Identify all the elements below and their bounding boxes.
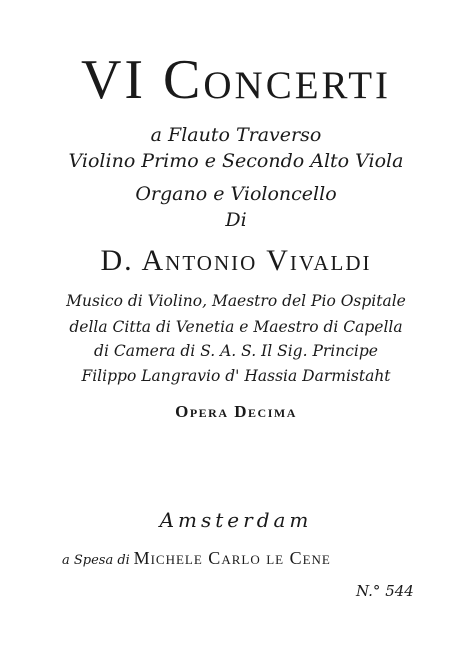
scoring-line-1: a Flauto Traverso [150, 124, 322, 146]
scoring-line-3: Organo e Violoncello [135, 183, 337, 205]
description-line-1: Musico di Violino, Maestro del Pio Ospitale [66, 292, 406, 310]
scoring-line-2: Violino Primo e Secondo Alto Viola [68, 150, 404, 172]
publication-city: Amsterdam [159, 508, 313, 532]
description-line-4: Filippo Langravio d' Hassia Darmistaht [81, 367, 391, 385]
description-line-2: della Citta di Venetia e Maestro di Capella [69, 318, 403, 336]
plate-number: N.° 544 [356, 582, 414, 600]
opus-number: Opera Decima [175, 402, 297, 421]
scoring-line-di: Di [225, 209, 247, 231]
publisher-name: Michele Carlo le Cene [133, 548, 331, 568]
main-title: VI Concerti [80, 49, 392, 111]
composer-name: D. Antonio Vivaldi [100, 244, 372, 277]
description-line-3: di Camera di S. A. S. Il Sig. Principe [94, 342, 378, 360]
publisher-prefix: a Spesa di [62, 553, 130, 568]
publisher-line [62, 548, 422, 569]
